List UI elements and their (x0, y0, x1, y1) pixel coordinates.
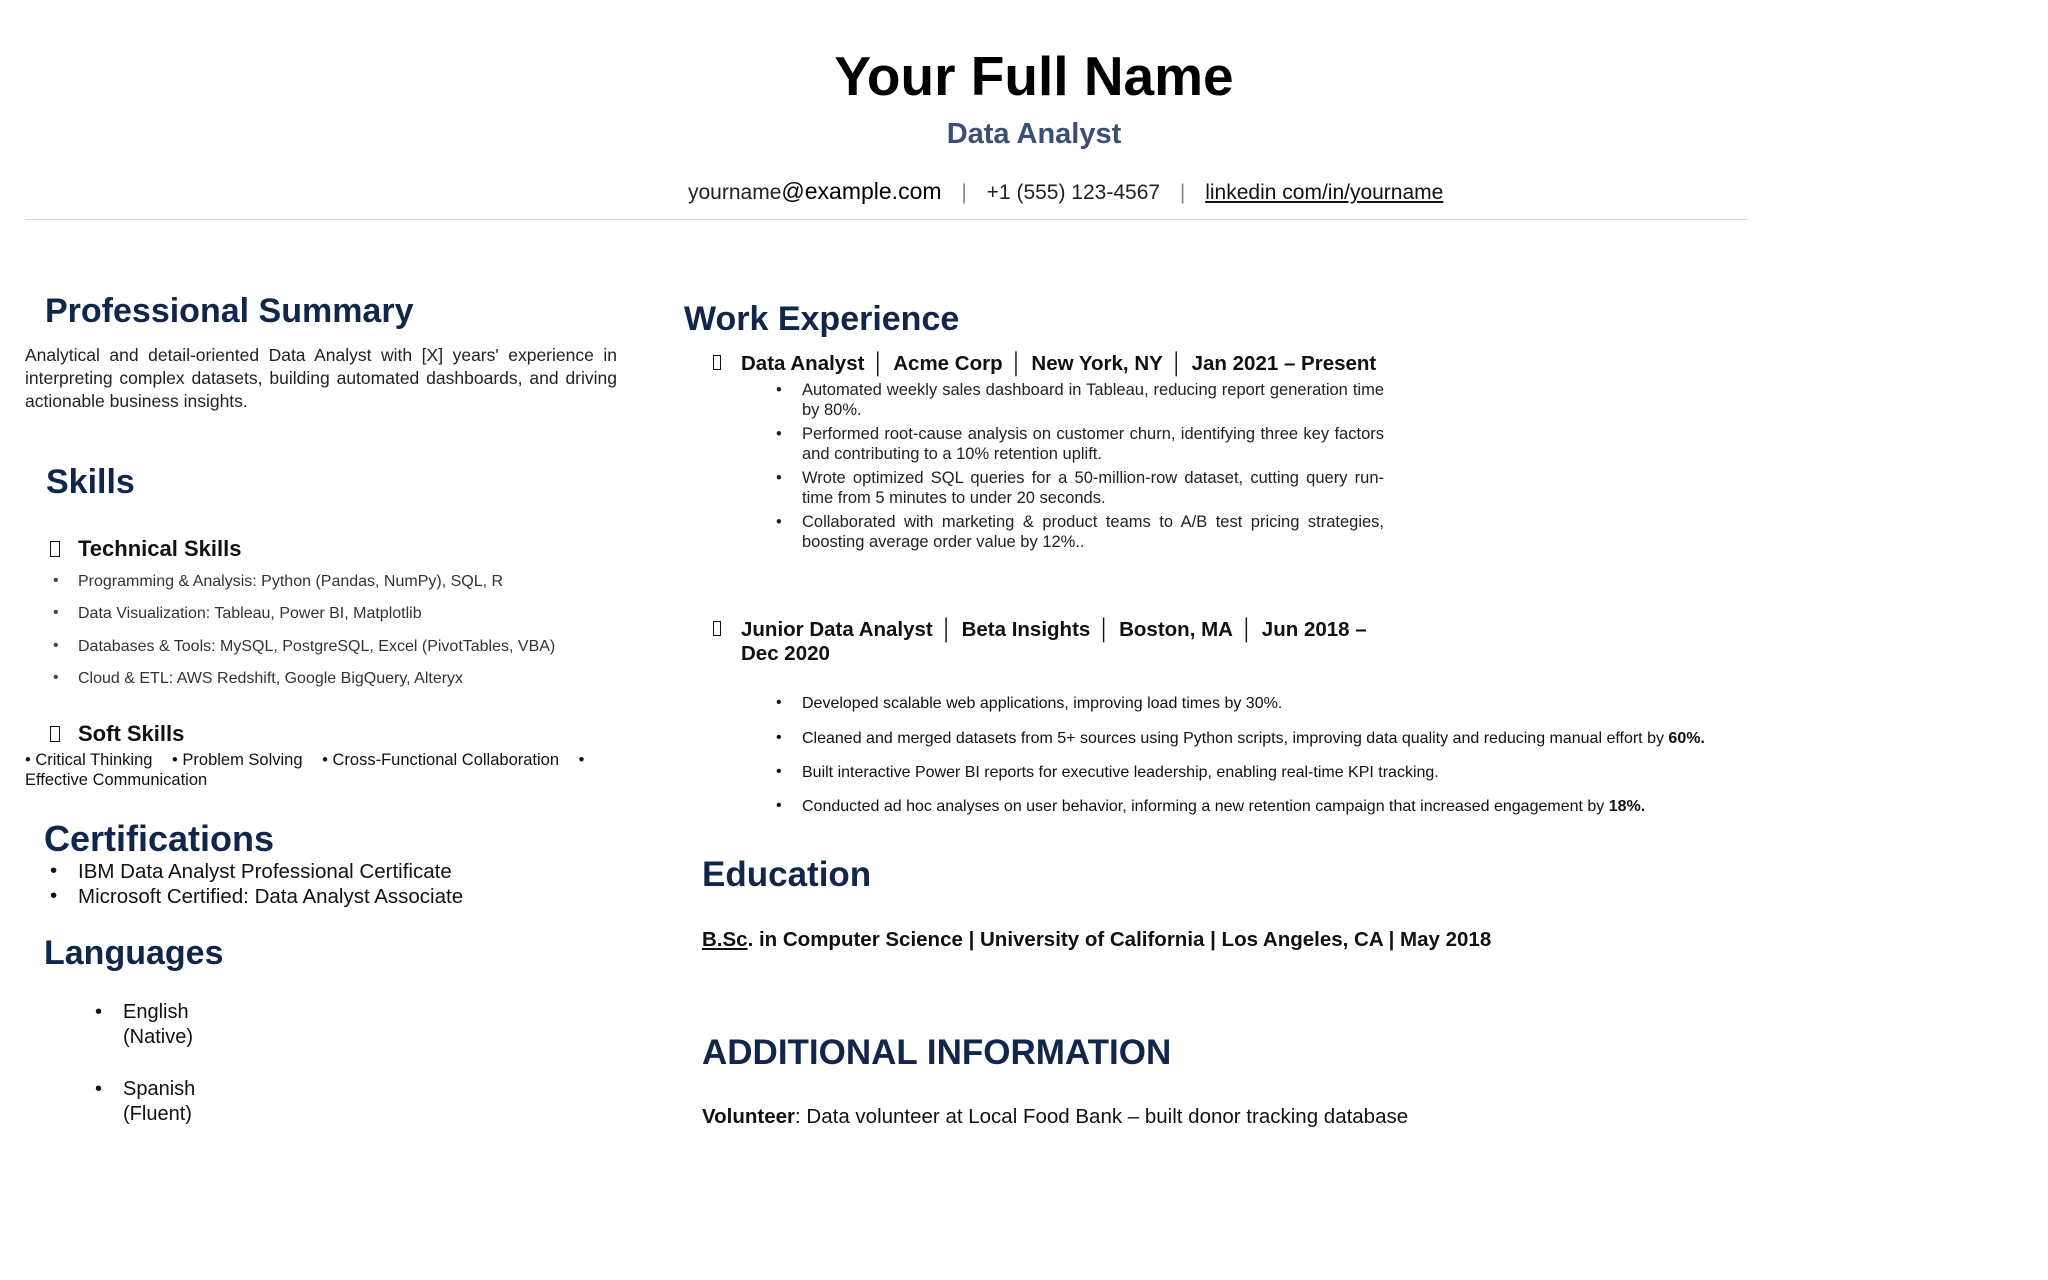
bullet: • (95, 1001, 103, 1023)
skills-heading: Skills (46, 463, 135, 501)
checkbox-icon (713, 621, 721, 636)
list-item: • Data Visualization: Tableau, Power BI, Matplotlib (78, 605, 422, 623)
list-item: • Cross-Functional Collaboration (322, 751, 560, 769)
summary-heading: Professional Summary (45, 292, 414, 330)
job-title: Data Analyst (946, 118, 1122, 150)
list-item: • English (Native) (95, 1001, 194, 1048)
email[interactable]: yourname@example.com (688, 178, 942, 204)
candidate-name: Your Full Name (834, 45, 1234, 107)
job-header: Junior Data Analyst │ Beta Insights │ Boston, MA │ Jun 2018 – (713, 618, 1367, 642)
list-item: • Conducted ad hoc analyses on user behavior, informing a new retention campaign that increased engagement by 18%. (802, 798, 1645, 816)
contact-separator: | (961, 181, 967, 204)
checkbox-icon (50, 726, 60, 742)
list-item: • Programming & Analysis: Python (Pandas, NumPy), SQL, R (78, 573, 503, 591)
list-item: • Cloud & ETL: AWS Redshift, Google BigQuery, Alteryx (78, 670, 463, 688)
list-item: • Wrote optimized SQL queries for a 50-million-row dataset, cutting query run-time from 5 minutes to under 20 seconds. (802, 468, 1384, 508)
list-item: • Critical Thinking (25, 751, 153, 769)
education-heading: Education (702, 855, 872, 894)
phone: +1 (555) 123-4567 (986, 181, 1161, 204)
list-item: • Databases & Tools: MySQL, PostgreSQL, Excel (PivotTables, VBA) (78, 638, 555, 656)
list-item: • IBM Data Analyst Professional Certificate (78, 860, 452, 884)
soft-skills-heading: Soft Skills (50, 721, 184, 747)
additional-info-heading: ADDITIONAL INFORMATION (702, 1033, 1172, 1072)
list-item: • Microsoft Certified: Data Analyst Associate (78, 885, 463, 909)
list-item: • Spanish (Fluent) (95, 1078, 196, 1125)
job-header: Data Analyst │ Acme Corp │ New York, NY │ Jan 2021 – Present (713, 352, 1376, 376)
header-divider (25, 219, 1748, 220)
job-dates-continued: Dec 2020 (741, 642, 830, 665)
volunteer-line: Volunteer: Data volunteer at Local Food Bank – built donor tracking database (702, 1105, 1409, 1128)
list-item: • Cleaned and merged datasets from 5+ sources using Python scripts, improving data quality and reducing manual effort by 60%. (802, 730, 1705, 748)
list-item: • Collaborated with marketing & product teams to A/B test pricing strategies, boosting average order value by 12%.. (802, 512, 1384, 552)
list-item: • Performed root-cause analysis on customer churn, identifying three key factors and contributing to a 10% retention uplift. (802, 424, 1384, 464)
languages-heading: Languages (44, 934, 224, 972)
contact-line (688, 178, 1443, 205)
list-item: • Problem Solving (172, 751, 303, 769)
list-item: • Developed scalable web applications, improving load times by 30%. (802, 695, 1282, 713)
certifications-heading: Certifications (44, 818, 275, 859)
list-item: • Built interactive Power BI reports for executive leadership, enabling real-time KPI tracking. (802, 764, 1439, 782)
checkbox-icon (50, 541, 60, 557)
contact-separator: | (1179, 181, 1186, 204)
soft-skills-list (25, 750, 625, 790)
linkedin-link[interactable]: linkedin com/in/yourname (1205, 181, 1444, 204)
summary-text: Analytical and detail-oriented Data Analyst with [X] years' experience in interpreting complex datasets, building automated dashboards, and driving actionable business insights. (25, 345, 617, 411)
list-item: • Effective Communication (25, 751, 585, 789)
checkbox-icon (713, 355, 721, 370)
education-line: B.Sc. in Computer Science | University of California | Los Angeles, CA | May 2018 (702, 928, 1492, 951)
list-item: • Automated weekly sales dashboard in Tableau, reducing report generation time by 80%. (802, 380, 1384, 420)
technical-skills-heading: Technical Skills (50, 536, 241, 562)
work-experience-heading: Work Experience (684, 300, 960, 338)
bullet: • (95, 1078, 103, 1100)
